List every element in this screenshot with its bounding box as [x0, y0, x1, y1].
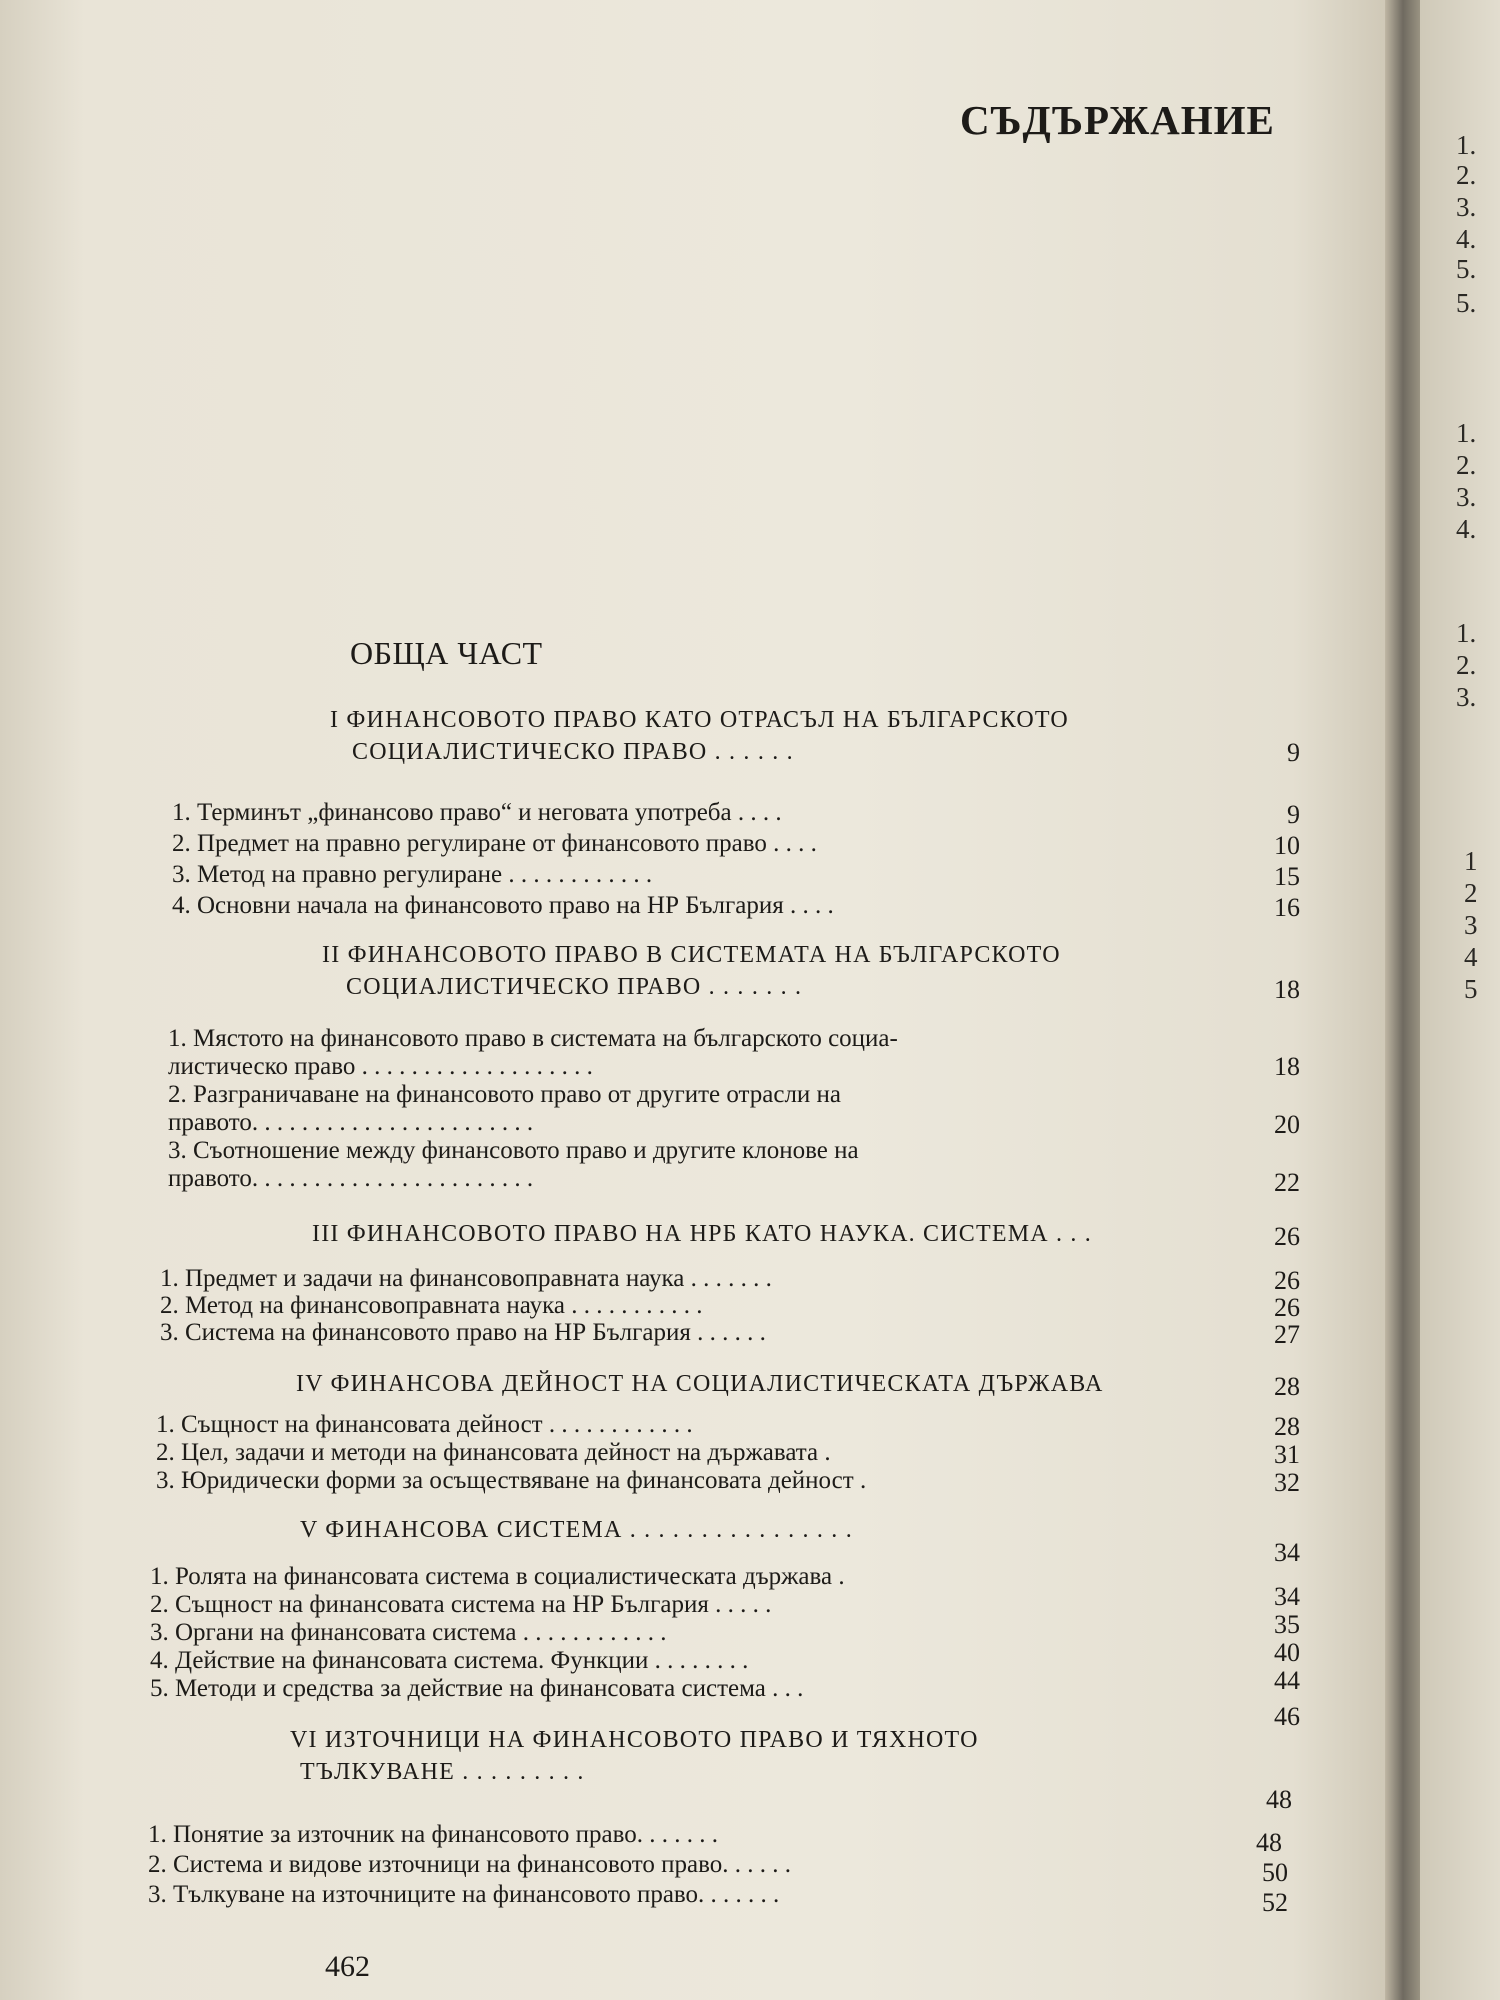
- section-6-item-3: 3. Тълкуване на източниците на финансовото право. . . . . . .: [148, 1881, 780, 1908]
- section-6-item-1: 1. Понятие за източник на финансовото право. . . . . . .: [148, 1821, 718, 1848]
- section-3-item-3: 3. Система на финансовото право на НР България . . . . . .: [160, 1319, 766, 1346]
- section-2-page: 18: [1274, 975, 1300, 1004]
- facing-num: 3.: [1456, 682, 1477, 712]
- section-5-item-1: 1. Ролята на финансовата система в социалистическата държава .: [150, 1563, 845, 1590]
- facing-num: 1.: [1456, 130, 1477, 160]
- section-4-item-3: 3. Юридически форми за осъществяване на финансовата дейност .: [156, 1467, 867, 1494]
- section-3-item-1: 1. Предмет и задачи на финансовоправната наука . . . . . . .: [160, 1265, 772, 1292]
- section-2-item-3-line-1: 3. Съотношение между финансовото право и другите клонове на: [168, 1137, 859, 1164]
- section-6-item-3-page: 52: [1262, 1888, 1288, 1917]
- section-4-item-2-page: 31: [1274, 1440, 1300, 1469]
- page-title: СЪДЪРЖАНИЕ: [960, 97, 1275, 143]
- section-1-heading-line-1: I ФИНАНСОВОТО ПРАВО КАТО ОТРАСЪЛ НА БЪЛГАРСКОТО: [330, 707, 1069, 733]
- section-1-item-1: 1. Терминът „финансово право“ и неговата употреба . . . .: [172, 799, 782, 826]
- section-6-item-2: 2. Система и видове източници на финансовото право. . . . . .: [148, 1851, 792, 1878]
- section-5-page: 34: [1274, 1538, 1300, 1567]
- facing-num: 1.: [1456, 618, 1477, 648]
- section-6-page: 48: [1266, 1785, 1292, 1814]
- section-1-heading-line-2: СОЦИАЛИСТИЧЕСКО ПРАВО . . . . . .: [352, 739, 794, 765]
- section-2-item-3-page: 22: [1274, 1168, 1300, 1197]
- section-3-item-2-page: 26: [1274, 1293, 1300, 1322]
- section-4-item-2: 2. Цел, задачи и методи на финансовата дейност на държавата .: [156, 1439, 831, 1466]
- section-2-item-1-page: 18: [1274, 1052, 1300, 1081]
- section-2-item-2-page: 20: [1274, 1110, 1300, 1139]
- section-5-item-3-page: 40: [1274, 1638, 1300, 1667]
- section-5-item-3: 3. Органи на финансовата система . . . . . . . . . . . .: [150, 1619, 667, 1646]
- section-2-item-2-line-1: 2. Разграничаване на финансовото право от другите отрасли на: [168, 1081, 842, 1108]
- facing-num: 2: [1464, 878, 1478, 908]
- section-4-heading: IV ФИНАНСОВА ДЕЙНОСТ НА СОЦИАЛИСТИЧЕСКАТА ДЪРЖАВА: [296, 1371, 1104, 1397]
- section-1-item-1-page: 9: [1287, 800, 1300, 829]
- facing-num: 4.: [1456, 224, 1477, 254]
- section-3-item-3-page: 27: [1274, 1320, 1300, 1349]
- facing-num: 2.: [1456, 160, 1477, 190]
- facing-num: 2.: [1456, 450, 1477, 480]
- part-title: ОБЩА ЧАСТ: [350, 635, 543, 671]
- section-5-item-4-page: 44: [1274, 1666, 1300, 1695]
- section-2-item-1-line-1: 1. Мястото на финансовото право в системата на българското социа-: [168, 1025, 898, 1052]
- facing-num: 4.: [1456, 514, 1477, 544]
- section-5-item-2-page: 35: [1274, 1610, 1300, 1639]
- facing-num: 3.: [1456, 482, 1477, 512]
- section-3-page: 26: [1274, 1222, 1300, 1251]
- section-1-item-2: 2. Предмет на правно регулиране от финансовото право . . . .: [172, 830, 817, 857]
- section-2-heading-line-1: II ФИНАНСОВОТО ПРАВО В СИСТЕМАТА НА БЪЛГАРСКОТО: [322, 942, 1061, 968]
- section-1-item-2-page: 10: [1274, 831, 1300, 860]
- facing-num: 2.: [1456, 650, 1477, 680]
- section-4-page: 28: [1274, 1372, 1300, 1401]
- section-6-heading-line-2: ТЪЛКУВАНЕ . . . . . . . . .: [300, 1759, 585, 1785]
- section-5-heading: V ФИНАНСОВА СИСТЕМА . . . . . . . . . . . . . . . .: [300, 1517, 853, 1543]
- facing-num: 1: [1464, 846, 1478, 876]
- section-6-item-2-page: 50: [1262, 1858, 1288, 1887]
- section-3-item-1-page: 26: [1274, 1266, 1300, 1295]
- section-1-page: 9: [1287, 738, 1300, 767]
- section-1-item-4-page: 16: [1274, 893, 1300, 922]
- facing-num: 5.: [1456, 288, 1477, 318]
- section-5-item-5-page: 46: [1274, 1702, 1300, 1731]
- section-4-item-1: 1. Същност на финансовата дейност . . . . . . . . . . . .: [156, 1411, 693, 1438]
- section-5-item-5: 5. Методи и средства за действие на финансовата система . . .: [150, 1675, 804, 1702]
- section-1-item-3-page: 15: [1274, 862, 1300, 891]
- section-5-item-2: 2. Същност на финансовата система на НР България . . . . .: [150, 1591, 772, 1618]
- section-1-item-4: 4. Основни начала на финансовото право на НР България . . . .: [172, 892, 834, 919]
- facing-num: 3: [1464, 910, 1478, 940]
- page-folio: 462: [325, 1950, 370, 1983]
- section-6-item-1-page: 48: [1256, 1828, 1282, 1857]
- section-5-item-1-page: 34: [1274, 1582, 1300, 1611]
- section-2-item-1-line-2: листическо право . . . . . . . . . . . . . . . . . . .: [168, 1053, 593, 1080]
- section-6-heading-line-1: VI ИЗТОЧНИЦИ НА ФИНАНСОВОТО ПРАВО И ТЯХНОТО: [290, 1727, 979, 1753]
- section-3-heading: III ФИНАНСОВОТО ПРАВО НА НРБ КАТО НАУКА. СИСТЕМА . . .: [312, 1221, 1092, 1247]
- facing-num: 4: [1464, 942, 1478, 972]
- facing-num: 3.: [1456, 192, 1477, 222]
- facing-page-edge: [1420, 0, 1500, 2000]
- section-5-item-4: 4. Действие на финансовата система. Функции . . . . . . . .: [150, 1647, 749, 1674]
- section-4-item-3-page: 32: [1274, 1468, 1300, 1497]
- section-2-item-3-line-2: правото. . . . . . . . . . . . . . . . . . . . . . .: [168, 1165, 534, 1192]
- section-4-item-1-page: 28: [1274, 1412, 1300, 1441]
- facing-num: 5: [1464, 974, 1478, 1004]
- book-gutter: [1385, 0, 1425, 2000]
- section-2-item-2-line-2: правото. . . . . . . . . . . . . . . . . . . . . . .: [168, 1109, 534, 1136]
- facing-num: 5.: [1456, 254, 1477, 284]
- section-3-item-2: 2. Метод на финансовоправната наука . . . . . . . . . . .: [160, 1292, 703, 1319]
- facing-num: 1.: [1456, 418, 1477, 448]
- section-2-heading-line-2: СОЦИАЛИСТИЧЕСКО ПРАВО . . . . . . .: [346, 974, 803, 1000]
- section-1-item-3: 3. Метод на правно регулиране . . . . . . . . . . . .: [172, 861, 653, 888]
